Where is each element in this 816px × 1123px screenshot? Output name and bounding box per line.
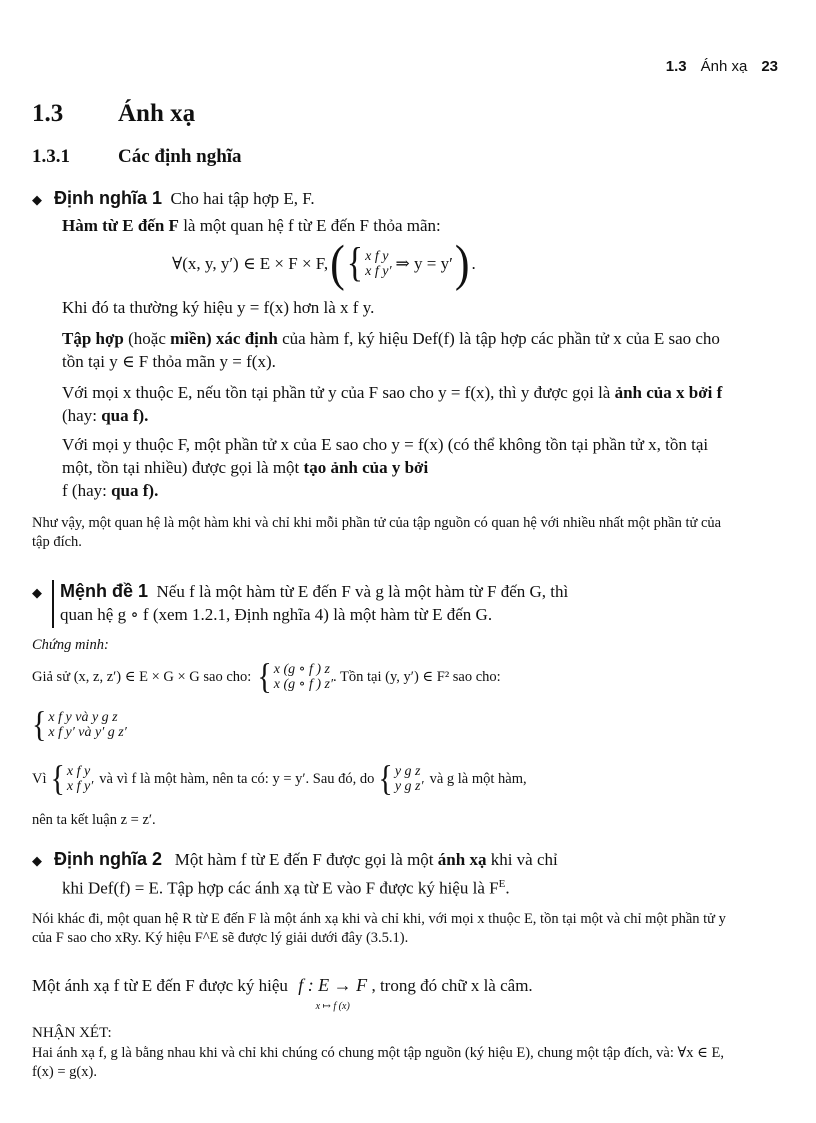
left-brace-icon: { — [378, 758, 393, 799]
section-title-text: Ánh xạ — [118, 100, 196, 127]
definition-2-text-3: khi Def(f) = E. Tập hợp các ánh xạ từ E vào F được ký hiệu là F — [62, 878, 499, 898]
left-brace-icon: { — [50, 758, 65, 799]
map-notation — [298, 974, 367, 1018]
proof-line-1 — [32, 656, 728, 697]
definition-2-sup: E — [498, 878, 506, 890]
definition-2 — [32, 848, 728, 873]
proof-line-3-c: và g là một hàm, — [429, 770, 527, 787]
map-line-a: Một ánh xạ f từ E đến F được ký hiệu — [32, 976, 288, 995]
left-brace-icon: { — [346, 241, 364, 286]
left-paren-icon: ( — [330, 235, 345, 292]
image-term: ảnh của x bởi f — [614, 383, 723, 402]
def1-paragraph-4 — [32, 381, 728, 427]
section-number: 1.3 — [32, 100, 64, 127]
proposition-1-line-1 — [60, 580, 728, 603]
domain-term-3: miền) xác định — [170, 329, 278, 348]
preimage-term-qua: qua f). — [111, 481, 159, 500]
remark-label: NHẬN XÉT: — [32, 1025, 112, 1041]
proposition-bar — [52, 580, 54, 628]
proof-line-3-a: Vì — [32, 770, 47, 787]
def1-paragraph-4-hay: (hay: — [62, 406, 97, 425]
function-term: Hàm từ E đến F — [62, 216, 179, 235]
page-number: 23 — [761, 58, 778, 75]
formula-system-line-1: x f y — [365, 249, 389, 264]
proof-system-2-lines — [48, 710, 126, 740]
image-term-qua: qua f). — [101, 406, 149, 425]
proposition-1 — [32, 580, 728, 626]
definition-1-header — [32, 187, 728, 212]
preimage-term: tạo ảnh của y bởi — [303, 458, 429, 477]
proof-label: Chứng minh: — [32, 637, 109, 653]
domain-term-1: Tập hợp — [62, 329, 124, 348]
definition-1-formula: ∀(x, y, y′) ∈ E × F × F, ( { x f y x f y′ ⇒ y = y′ ) . — [172, 235, 476, 292]
map-notation-sub: x ↦ f (x) — [315, 1001, 350, 1012]
remark-text: Hai ánh xạ f, g là bằng nhau khi và chỉ khi chúng có chung một tập nguồn (ký hiệu E), chung một tập đích, và: ∀x ∈ E, f(x) = g(x). — [32, 1045, 724, 1080]
proposition-1-line-2: quan hệ g ∘ f (xem 1.2.1, Định nghĩa 4) là một hàm từ E đến G. — [60, 605, 493, 624]
map-notation-line — [32, 974, 728, 1018]
proof-s4: x f y′ và y′ g z′ — [48, 725, 127, 740]
formula-quantifier: ∀(x, y, y′) ∈ E × F × F, — [172, 254, 329, 273]
proof-s5: x f y — [66, 764, 91, 779]
def1-paragraph-5-hay: f (hay: — [62, 481, 107, 500]
subsection-title — [32, 146, 242, 168]
definition-2-text-2: khi và chỉ — [490, 850, 558, 869]
def1-paragraph-5-text: Với mọi y thuộc F, một phần tử x của E sao cho y = f(x) (có thể không tồn tại phần tử x, tồn tại một, tồn tại nhiều) được gọi là một — [62, 435, 709, 477]
note-2: Nói khác đi, một quan hệ R từ E đến F là một ánh xạ khi và chỉ khi, với mọi x thuộc E, tồn tại một và chỉ một phần tử y của F sao cho xRy. Ký hiệu F^E sẽ được lý giải dưới đây (3.5.1). — [32, 911, 726, 946]
running-header — [666, 58, 778, 75]
proof-s3: x f y và y g z — [48, 710, 118, 725]
proof-s6: x f y′ — [66, 779, 94, 794]
def1-paragraph-2: Khi đó ta thường ký hiệu y = f(x) hơn là x f y. — [62, 298, 375, 317]
proof-s8: y g z′ — [394, 779, 424, 794]
definition-2-label: Định nghĩa 2 — [54, 849, 162, 869]
left-brace-icon: { — [257, 656, 272, 697]
proof-system-2 — [32, 704, 127, 745]
proof-system-4-lines — [395, 764, 424, 794]
proof-line-1-b: . Tồn tại (y, y′) ∈ F² sao cho: — [333, 668, 501, 685]
formula-implication: ⇒ y = y′ — [395, 254, 453, 273]
formula-system-line-2: x f y′ — [365, 264, 392, 279]
definition-2-line-2: khi Def(f) = E. Tập hợp các ánh xạ từ E vào F được ký hiệu là $F^E$. — [62, 878, 510, 898]
proposition-1-text-1: Nếu f là một hàm từ E đến F và g là một hàm từ F đến G, thì — [156, 582, 569, 601]
proof-system-4 — [378, 758, 424, 799]
proof-system-3 — [50, 758, 94, 799]
map-notation-main: f : E → F — [298, 975, 368, 995]
definition-2-text-1: Một hàm f từ E đến F được gọi là một — [174, 850, 434, 869]
subsection-title-text: Các định nghĩa — [118, 146, 242, 167]
proof-system-3-lines — [67, 764, 93, 794]
header-section: 1.3 — [665, 58, 687, 75]
mapping-term: ánh xạ — [437, 850, 487, 869]
proof-line-3-b: và vì f là một hàm, nên ta có: y = y′. Sau đó, do — [99, 770, 375, 787]
definition-1-line-rest: là một quan hệ f từ E đến F thỏa mãn: — [183, 216, 441, 235]
proof-system-1 — [257, 656, 334, 697]
def1-paragraph-4-text: Với mọi x thuộc E, nếu tồn tại phần tử y của F sao cho y = f(x), thì y được gọi là — [62, 383, 611, 402]
proof-line-4: nên ta kết luận z = z′. — [32, 812, 156, 828]
proof-line-1-a: Giả sử (x, z, z′) ∈ E × G × G sao cho: — [32, 668, 252, 685]
diamond-bullet-icon: ◆ — [32, 586, 42, 601]
def1-paragraph-5 — [32, 433, 728, 502]
diamond-bullet-icon: ◆ — [32, 193, 42, 208]
proof-s2: x (g ∘ f ) z′ — [273, 677, 334, 692]
proof-s7: y g z — [394, 764, 421, 779]
definition-1-intro: Cho hai tập hợp E, F. — [170, 189, 315, 208]
def1-paragraph-3-rest: của hàm f, ký hiệu Def(f) là tập hợp các phần tử x của E sao cho tồn tại y ∈ F thỏa mãn y = f(x). — [62, 329, 720, 371]
domain-term-2: (hoặc — [128, 329, 166, 348]
definition-1-line — [32, 214, 728, 237]
subsection-number: 1.3.1 — [32, 146, 70, 167]
proof-line-3 — [32, 758, 728, 799]
formula-system — [365, 249, 391, 279]
note-1: Như vậy, một quan hệ là một hàm khi và chỉ khi mỗi phần tử của tập nguồn có quan hệ với nhiều nhất một phần tử của tập đích. — [32, 515, 722, 550]
section-title — [32, 100, 195, 128]
header-name: Ánh xạ — [700, 58, 748, 75]
left-brace-icon: { — [32, 704, 47, 745]
proof-s1: x (g ∘ f ) z — [273, 662, 330, 677]
proposition-1-label: Mệnh đề 1 — [60, 581, 149, 601]
proof-system-1-lines — [274, 662, 333, 692]
right-paren-icon: ) — [454, 235, 470, 292]
map-line-b: , trong đó chữ x là câm. — [371, 976, 533, 995]
def1-paragraph-3 — [32, 327, 728, 373]
definition-1-label: Định nghĩa 1 — [54, 188, 162, 208]
diamond-bullet-icon: ◆ — [32, 854, 42, 869]
